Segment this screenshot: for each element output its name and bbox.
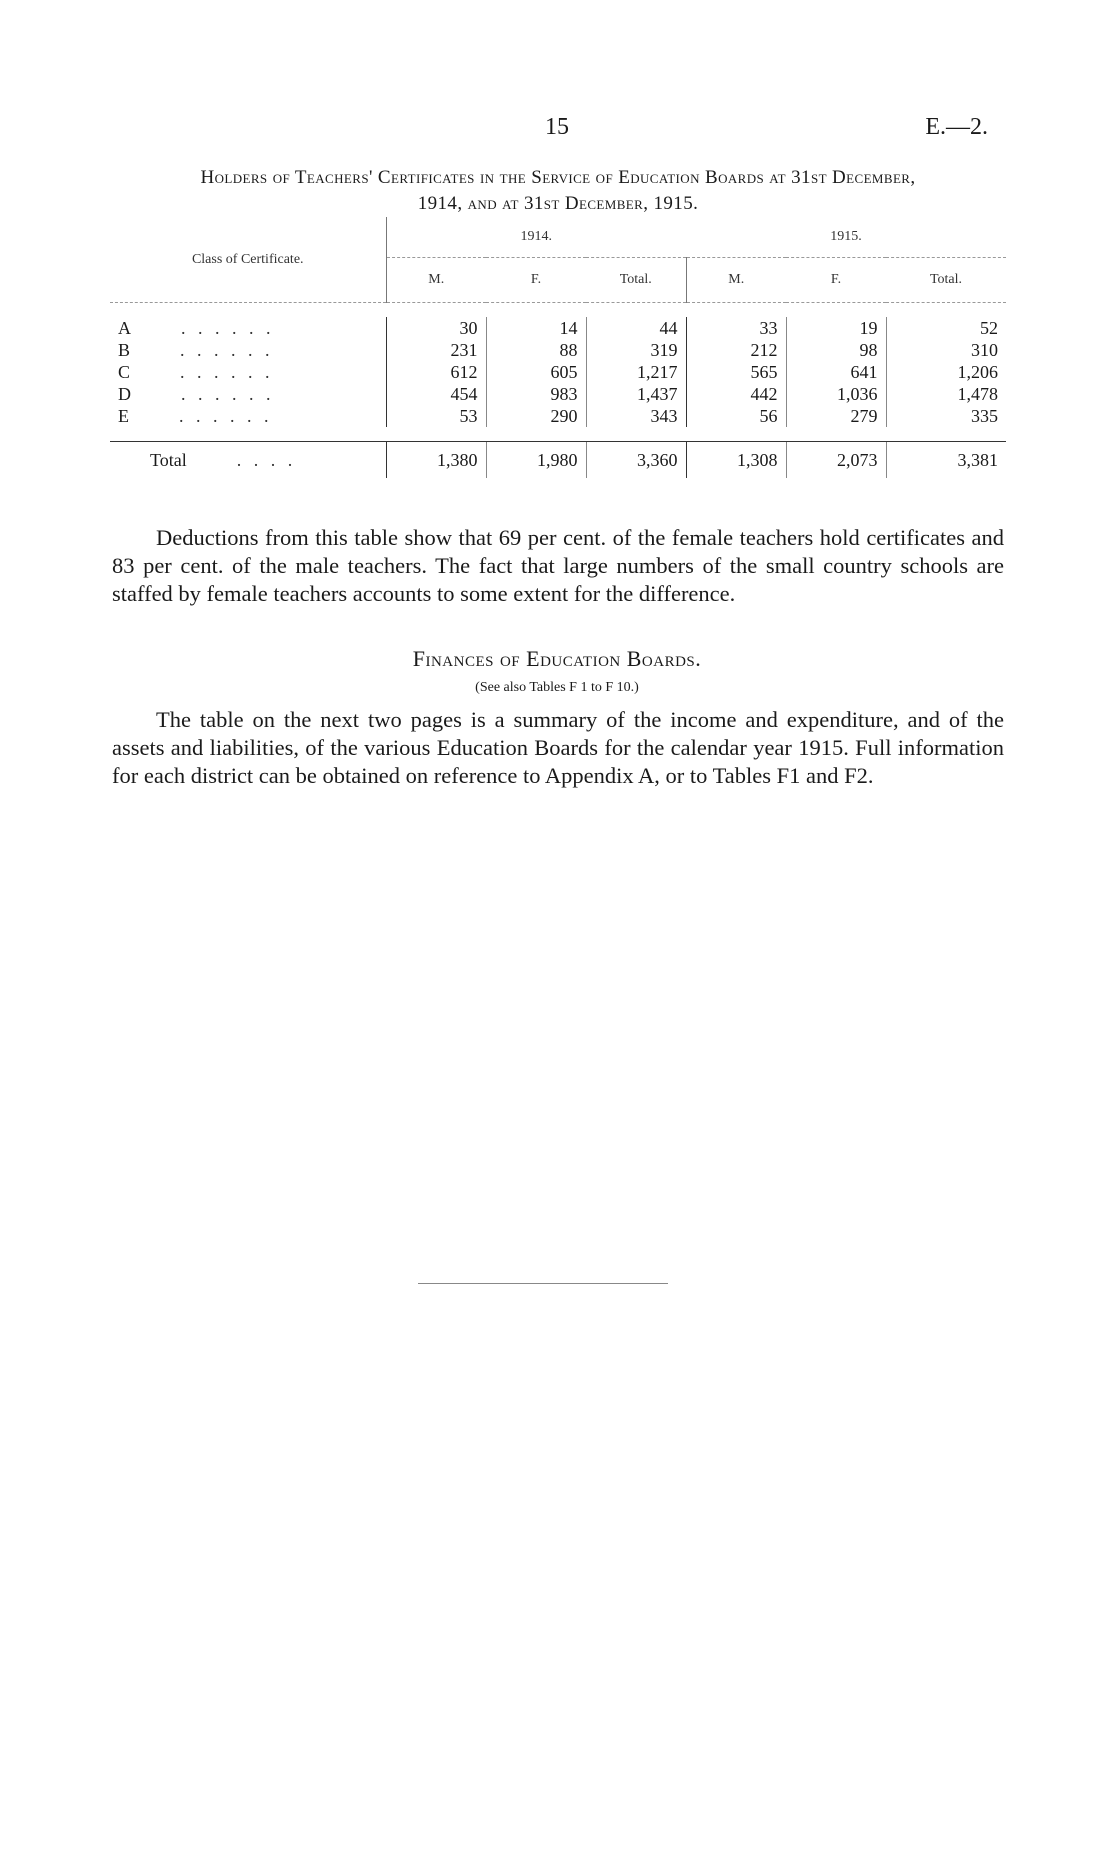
class-label: C [118, 362, 131, 382]
value-cell: 454 [386, 383, 486, 405]
certificates-table [110, 217, 1006, 478]
total-label: Total [150, 450, 187, 470]
table-title [112, 165, 1004, 217]
value-cell: 44 [586, 317, 686, 339]
table-row [110, 339, 1006, 361]
year-1915-header: 1915. [686, 217, 1006, 258]
value-cell: 612 [386, 361, 486, 383]
leader-dots: . . . . . . [180, 340, 274, 360]
value-cell: 56 [686, 405, 786, 427]
class-label: E [118, 406, 129, 426]
leader-dots: . . . . . . [181, 318, 275, 338]
value-cell: 19 [786, 317, 886, 339]
leader-dots: . . . . . . [180, 362, 274, 382]
class-label: B [118, 340, 131, 360]
table-row [110, 317, 1006, 339]
total-cell: 1,380 [386, 442, 486, 479]
table-row [110, 405, 1006, 427]
running-head: E.—2. [925, 114, 988, 140]
col-header-m-1915: M. [686, 258, 786, 303]
class-cell [110, 405, 386, 427]
class-label: D [118, 384, 131, 404]
value-cell: 335 [886, 405, 1006, 427]
value-cell: 565 [686, 361, 786, 383]
total-cell: 3,360 [586, 442, 686, 479]
value-cell: 1,036 [786, 383, 886, 405]
value-cell: 279 [786, 405, 886, 427]
value-cell: 1,217 [586, 361, 686, 383]
value-cell: 88 [486, 339, 586, 361]
paragraph-2-text: The table on the next two pages is a summary of the income and expenditure, and of the assets and liabilities, of the various Education Boards for the calendar year 1915. Full information for each district can be obtained on reference to Appendix A, or to Tables F1 and F2. [112, 707, 1004, 788]
value-cell: 30 [386, 317, 486, 339]
value-cell: 98 [786, 339, 886, 361]
value-cell: 343 [586, 405, 686, 427]
value-cell: 212 [686, 339, 786, 361]
leader-dots: . . . . [236, 450, 297, 470]
table-row [110, 361, 1006, 383]
table-row [110, 383, 1006, 405]
value-cell: 231 [386, 339, 486, 361]
leader-dots: . . . . . . [181, 384, 275, 404]
col-header-m-1914: M. [386, 258, 486, 303]
leader-dots: . . . . . . [179, 406, 273, 426]
class-of-certificate-header: Class of Certificate. [110, 217, 386, 303]
value-cell: 310 [886, 339, 1006, 361]
value-cell: 1,478 [886, 383, 1006, 405]
col-header-f-1914: F. [530, 272, 542, 287]
divider-rule [418, 1283, 668, 1284]
body-paragraph-deductions [112, 524, 1004, 608]
class-cell [110, 383, 386, 405]
value-cell: 33 [686, 317, 786, 339]
body-paragraph-finances [112, 706, 1004, 790]
paragraph-1-text: Deductions from this table show that 69 per cent. of the female teachers hold certificates and 83 per cent. of the male teachers. The fact that large numbers of the small country schools are staffed by female teachers accounts to some extent for the difference. [112, 525, 1004, 606]
page-number: 15 [545, 114, 569, 140]
class-cell [110, 317, 386, 339]
value-cell: 442 [686, 383, 786, 405]
section-heading: Finances of Education Boards. [412, 646, 702, 671]
total-cell: 2,073 [786, 442, 886, 479]
value-cell: 1,437 [586, 383, 686, 405]
value-cell: 641 [786, 361, 886, 383]
class-cell [110, 361, 386, 383]
class-label: A [118, 318, 131, 338]
table-title-line-1: Holders of Teachers' Certificates in the Service of Education Boards at 31st December, [200, 167, 916, 188]
table-title-line-2: 1914, and at 31st December, 1915. [417, 193, 699, 214]
col-header-f-1915: F. [830, 272, 842, 287]
total-cell: 1,980 [486, 442, 586, 479]
value-cell: 319 [586, 339, 686, 361]
total-cell: 3,381 [886, 442, 1006, 479]
col-header-total-1914: Total. [619, 272, 652, 287]
total-label-cell [110, 442, 386, 479]
value-cell: 290 [486, 405, 586, 427]
year-1914-header: 1914. [386, 217, 686, 258]
col-header-total-1915: Total. [929, 272, 963, 287]
class-cell [110, 339, 386, 361]
value-cell: 53 [386, 405, 486, 427]
total-row [110, 442, 1006, 479]
value-cell: 1,206 [886, 361, 1006, 383]
value-cell: 983 [486, 383, 586, 405]
value-cell: 14 [486, 317, 586, 339]
total-cell: 1,308 [686, 442, 786, 479]
value-cell: 605 [486, 361, 586, 383]
value-cell: 52 [886, 317, 1006, 339]
section-note: (See also Tables F 1 to F 10.) [475, 680, 639, 695]
